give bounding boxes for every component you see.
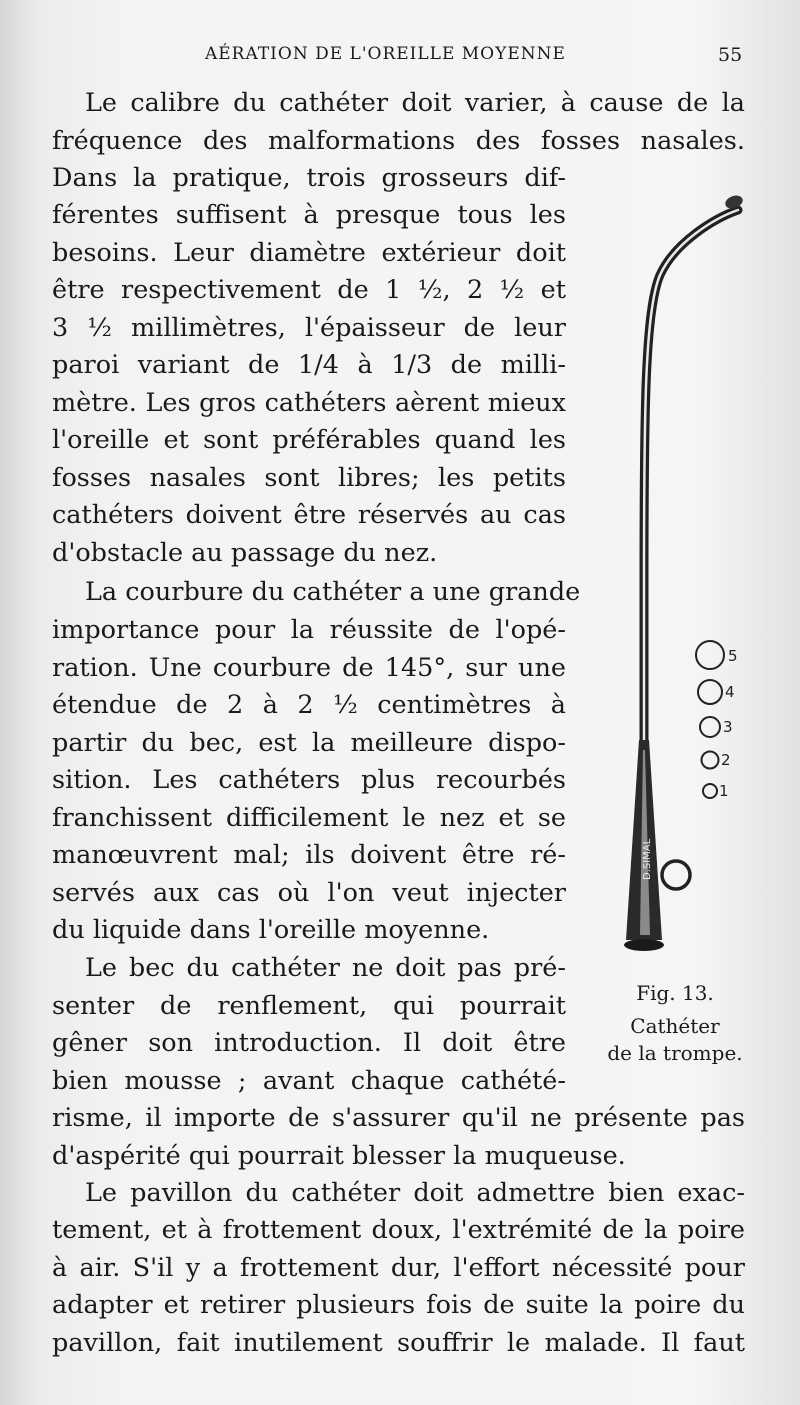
size-label-1: 1: [719, 782, 729, 800]
size-label-3: 3: [723, 718, 733, 736]
figure-caption-line1: Cathéter: [630, 1014, 720, 1038]
text-line: Le bec du cathéter ne doit pas pré-: [85, 953, 566, 983]
text-line: senter de renflement, qui pourrait: [52, 991, 566, 1021]
text-line: gêner son introduction. Il doit être: [52, 1028, 566, 1058]
text-line: partir du bec, est la meilleure dispo-: [52, 728, 566, 758]
size-circle-3: [700, 717, 720, 737]
size-circle-2: [702, 752, 719, 769]
figure-caption-line2: de la trompe.: [607, 1041, 743, 1065]
text-line: étendue de 2 à 2 ½ centimètres à: [52, 690, 566, 720]
size-circle-4: [698, 680, 722, 704]
text-line: franchissent difficilement le nez et se: [52, 803, 566, 833]
instrument-label: D.SIMAL: [642, 838, 653, 880]
text-line: manœuvrent mal; ils doivent être ré-: [52, 840, 566, 870]
catheter-tube: [644, 210, 738, 930]
text-line: sition. Les cathéters plus recourbés: [52, 765, 566, 795]
text-line: pavillon, fait inutilement souffrir le malade. Il faut: [52, 1328, 745, 1358]
text-line: l'oreille et sont préférables quand les: [52, 425, 566, 455]
text-line: être respectivement de 1 ½, 2 ½ et: [52, 275, 566, 305]
catheter-figure: [600, 180, 800, 1060]
text-line: risme, il importe de s'assurer qu'il ne présente pas: [52, 1103, 745, 1133]
text-line: fosses nasales sont libres; les petits: [52, 463, 566, 493]
text-line: Dans la pratique, trois grosseurs dif-: [52, 163, 566, 193]
text-line: bien mousse ; avant chaque cathété-: [52, 1066, 566, 1096]
text-line: servés aux cas où l'on veut injecter: [52, 878, 566, 908]
size-label-2: 2: [721, 751, 731, 769]
text-line: tement, et à frottement doux, l'extrémité de la poire: [52, 1215, 745, 1245]
text-line: à air. S'il y a frottement dur, l'effort nécessité pour: [52, 1253, 745, 1283]
text-line: cathéters doivent être réservés au cas: [52, 500, 566, 530]
text-line: Le calibre du cathéter doit varier, à cause de la: [85, 88, 745, 118]
text-line: férentes suffisent à presque tous les: [52, 200, 566, 230]
text-line: ration. Une courbure de 145°, sur une: [52, 653, 566, 683]
size-label-5: 5: [728, 647, 738, 665]
text-line: mètre. Les gros cathéters aèrent mieux: [52, 388, 566, 418]
text-line: adapter et retirer plusieurs fois de suite la poire du: [52, 1290, 745, 1320]
catheter-ring: [662, 861, 690, 889]
page-number: 55: [718, 44, 743, 66]
size-gauge: [696, 641, 738, 800]
text-line: La courbure du cathéter a une grande: [85, 577, 581, 607]
figure-caption-number: Fig. 13.: [636, 981, 714, 1005]
text-line: d'obstacle au passage du nez.: [52, 538, 438, 568]
size-circle-1: [703, 784, 717, 798]
text-line: d'aspérité qui pourrait blesser la muqueuse.: [52, 1141, 626, 1171]
text-line: Le pavillon du cathéter doit admettre bien exac-: [85, 1178, 745, 1208]
text-line: importance pour la réussite de l'opé-: [52, 615, 566, 645]
text-line: paroi variant de 1/4 à 1/3 de milli-: [52, 350, 566, 380]
size-label-4: 4: [725, 683, 735, 701]
text-line: du liquide dans l'oreille moyenne.: [52, 915, 490, 945]
page-header: [0, 44, 800, 76]
text-line: fréquence des malformations des fosses nasales.: [52, 126, 745, 156]
text-line: besoins. Leur diamètre extérieur doit: [52, 238, 566, 268]
size-circle-5: [696, 641, 724, 669]
running-title: AÉRATION DE L'OREILLE MOYENNE: [205, 44, 566, 64]
text-line: 3 ½ millimètres, l'épaisseur de leur: [52, 313, 566, 343]
